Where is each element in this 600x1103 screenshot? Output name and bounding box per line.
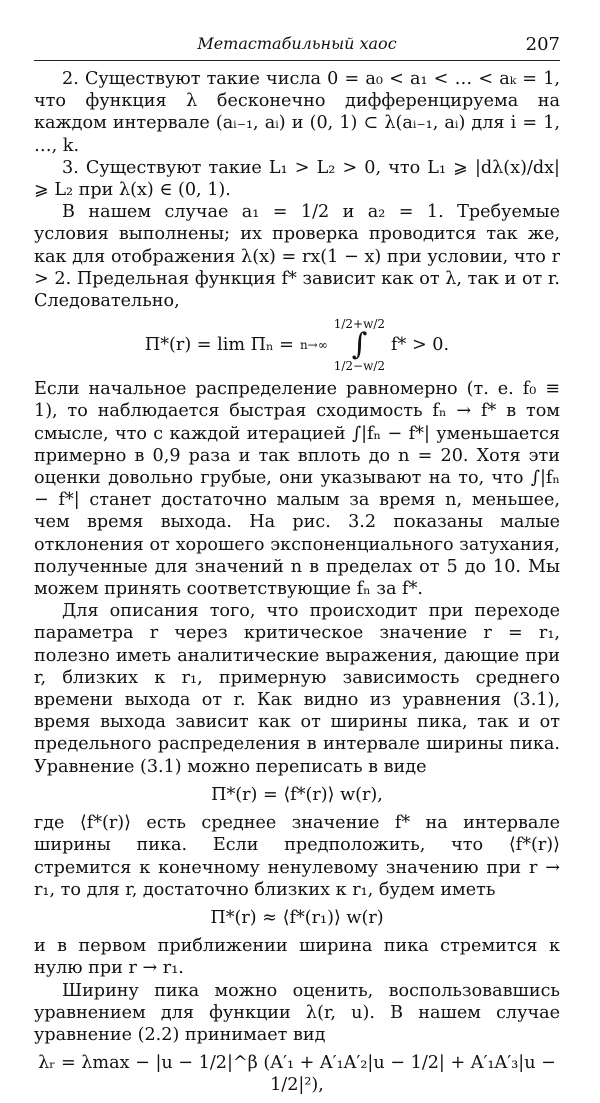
formula-limit-subscript: n→∞: [299, 338, 328, 353]
header-rule: [34, 60, 560, 61]
paragraph-mean-value: где ⟨f*(r)⟩ есть среднее значение f* на интервале ширины пика. Если предположить, что ⟨f*(r)⟩ стремится к конечному ненулевому значению при r → r₁, то для r, достаточно близких к r₁, будем иметь: [34, 813, 560, 900]
formula-limit-left: Π*(r) = lim Πₙ =: [144, 335, 294, 356]
formula-limit-subscript-wrap: [300, 339, 328, 351]
formula-integral-lower: 1/2−w/2: [333, 359, 386, 374]
page-header: [34, 34, 560, 58]
formula-limit-right: f* > 0.: [391, 335, 450, 356]
paragraph-our-case: В нашем случае a₁ = 1/2 и a₂ = 1. Требуемые условия выполнены; их проверка проводится так же, как для отображения λ(x) = rx(1 − x) при условии, что r > 2. Предельная функция f* зависит как от λ, так и от r. Следовательно,: [34, 202, 560, 312]
page-body: [34, 68, 560, 1103]
page-number: 207: [525, 34, 560, 55]
paragraph-condition-3: 3. Существуют такие L₁ > L₂ > 0, что L₁ ⩾ |dλ(x)/dx| ⩾ L₂ при λ(x) ∈ (0, 1).: [34, 157, 560, 201]
running-title: Метастабильный хаос: [197, 34, 397, 53]
formula-lambda-expansion: λᵣ = λmax − |u − 1/2|^β (A′₁ + A′₁A′₂|u − 1/2| + A′₁A′₃|u − 1/2|²),: [38, 1053, 556, 1096]
formula-integral: [334, 318, 385, 372]
paragraph-condition-2: 2. Существуют такие числа 0 = a₀ < a₁ < … < aₖ = 1, что функция λ бесконечно дифференцируема на каждом интервале (aᵢ₋₁, aᵢ) и (0, 1) ⊂ λ(aᵢ₋₁, aᵢ) для i = 1, …, k.: [34, 69, 560, 156]
paragraph-convergence: Если начальное распределение равномерно (т. е. f₀ ≡ 1), то наблюдается быстрая сходимость fₙ → f* в том смысле, что с каждой итерацией ∫|fₙ − f*| уменьшается примерно в 0,9 раза и так вплоть до n = 20. Хотя эти оценки довольно грубые, они указывают на то, что ∫|fₙ − f*| станет достаточно малым за время n, меньшее, чем время выхода. На рис. 3.2 показаны малые отклонения от хорошего экспоненциального затухания, полученные для значений n в пределах от 5 до 10. Мы можем принять соответствующие fₙ за f*.: [34, 379, 560, 600]
formula-integral-upper: 1/2+w/2: [333, 317, 386, 332]
formula-integral-sign: ∫: [351, 327, 368, 363]
paragraph-peak-width: Ширину пика можно оценить, воспользовавшись уравнением для функции λ(r, u). В нашем случае уравнение (2.2) принимает вид: [34, 980, 560, 1045]
paragraph-first-approximation: и в первом приближении ширина пика стремится к нулю при r → r₁.: [34, 936, 560, 979]
formula-mean-width: Π*(r) = ⟨f*(r)⟩ w(r),: [211, 784, 383, 805]
formula-approximation: Π*(r) ≈ ⟨f*(r₁)⟩ w(r): [210, 907, 384, 928]
paragraph-critical-value: Для описания того, что происходит при переходе параметра r через критическое значение r = r₁, полезно иметь аналитические выражения, дающие при r, близких к r₁, примерную зависимость среднего времени выхода от r. Как видно из уравнения (3.1), время выхода зависит как от ширины пика, так и от предельного распределения в интервале ширины пика. Уравнение (3.1) можно переписать в виде: [34, 601, 560, 777]
formula-limit-integral: [34, 318, 560, 372]
